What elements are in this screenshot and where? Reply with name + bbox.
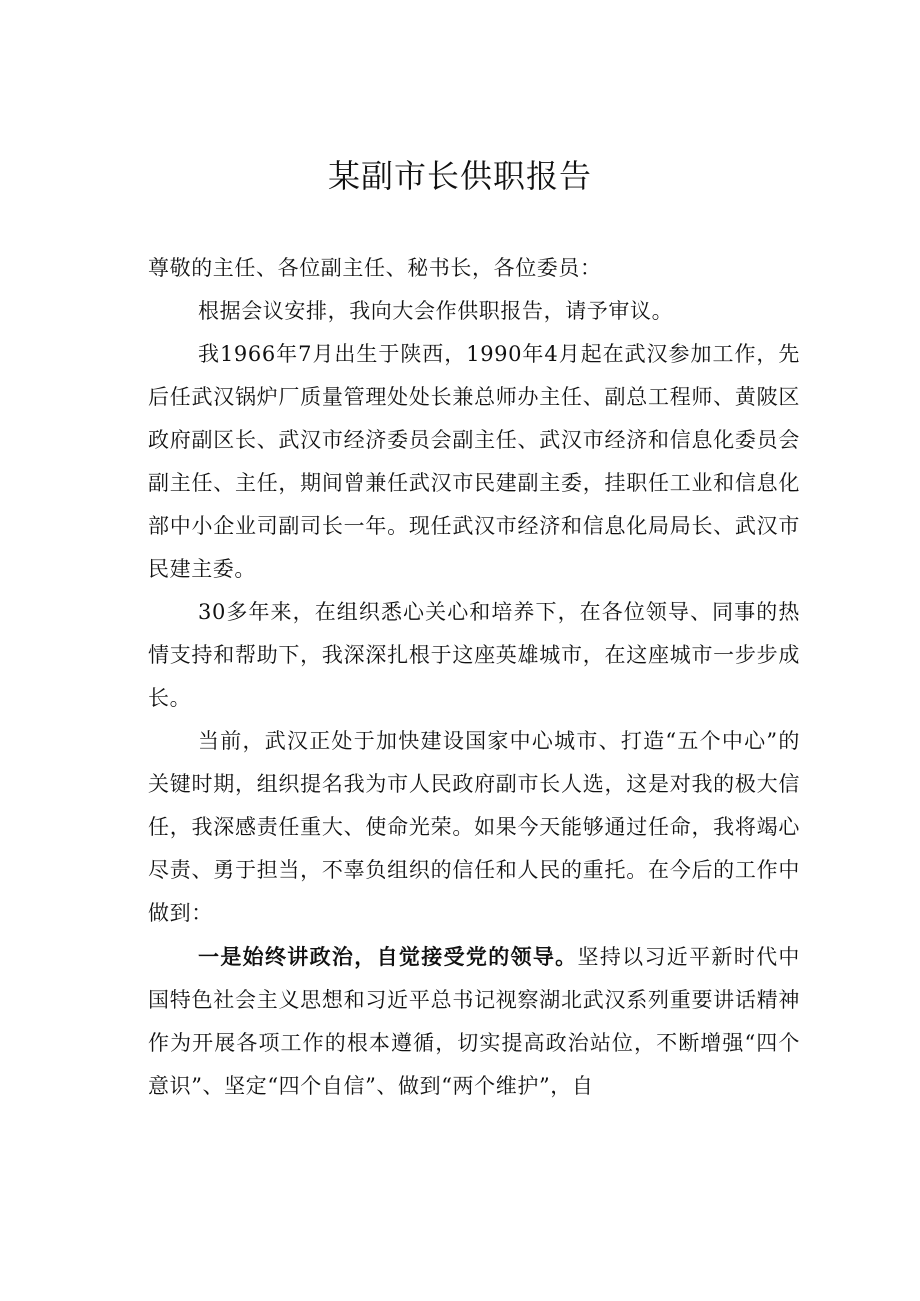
document-title: 某副市长供职报告 bbox=[327, 157, 592, 195]
paragraph-4: 当前，武汉正处于加快建设国家中心城市、打造“五个中心”的关键时期，组织提名我为市人民政府副市长人选，这是对我的极大信任，我深感责任重大、使命光荣。如果今天能够通过任命，我将竭心尽责、勇于担当，不辜负组织的信任和人民的重托。在今后的工作中做到： bbox=[148, 729, 800, 925]
paragraph-1: 根据会议安排，我向大会作供职报告，请予审议。 bbox=[198, 299, 674, 323]
document-body bbox=[148, 247, 800, 1108]
paragraph-5-lead: 一是始终讲政治，自觉接受党的领导。 bbox=[198, 944, 578, 969]
paragraph-3: 30多年来，在组织悉心关心和培养下，在各位领导、同事的热情支持和帮助下，我深深扎根于这座英雄城市，在这座城市一步步成长。 bbox=[148, 600, 800, 710]
paragraph-5-text: 坚持以习近平新时代中国特色社会主义思想和习近平总书记视察湖北武汉系列重要讲话精神作为开展各项工作的根本遵循，切实提高政治站位，不断增强“四个意识”、坚定“四个自信”、做到“两个维护”，自 bbox=[148, 945, 801, 1098]
salutation: 尊敬的主任、各位副主任、秘书长，各位委员： bbox=[148, 256, 602, 280]
paragraph-5 bbox=[148, 935, 800, 1108]
paragraph-2: 我1966年7月出生于陕西，1990年4月起在武汉参加工作，先后任武汉锅炉厂质量管理处处长兼总师办主任、副总工程师、黄陂区政府副区长、武汉市经济委员会副主任、武汉市经济和信息化委员会副主任、主任，期间曾兼任武汉市民建副主委，挂职任工业和信息化部中小企业司副司长一年。现任武汉市经济和信息化局局长、武汉市民建主委。 bbox=[148, 342, 800, 581]
